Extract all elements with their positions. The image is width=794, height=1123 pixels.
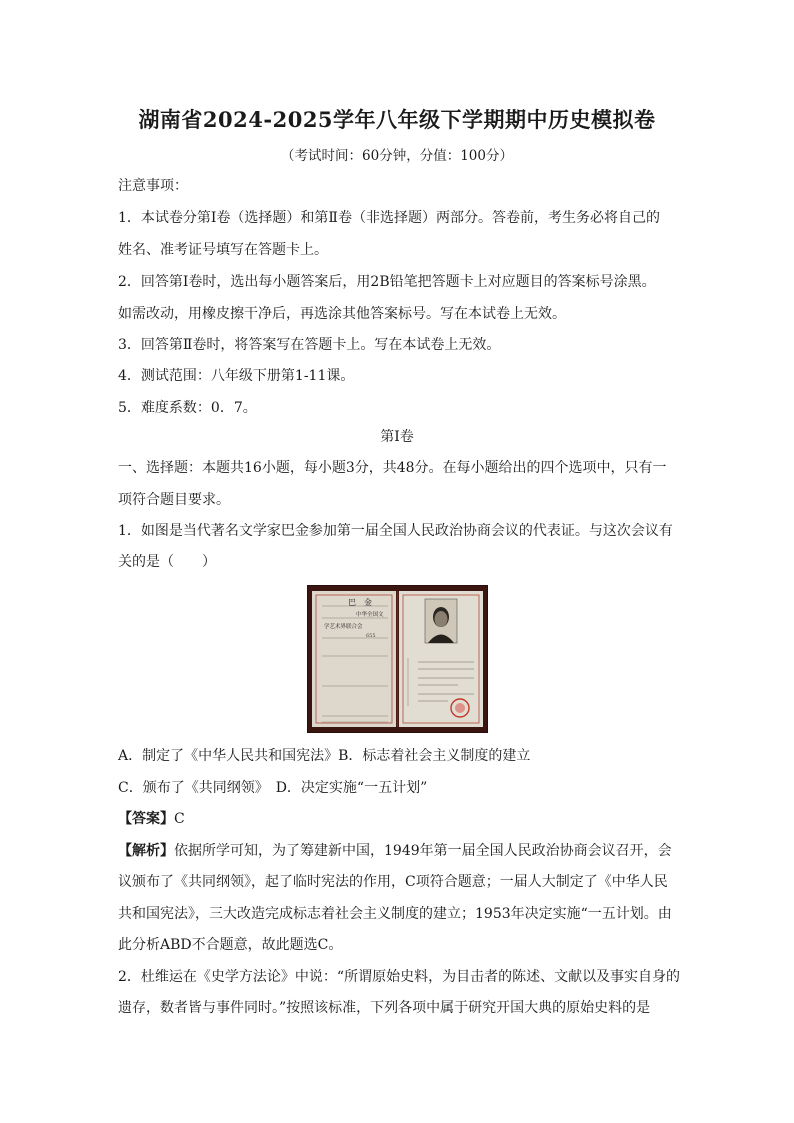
question-1-options: A．制定了《中华人民共和国宪法》B．标志着社会主义制度的建立 [118,748,531,764]
note-line: 2．回答第Ⅰ卷时，选出每小题答案后，用2B铅笔把答题卡上对应题目的答案标号涂黑。 [118,274,656,290]
question-1-stem: 关的是（ ） [118,554,216,570]
answer-value: C [174,811,185,827]
question-1-stem: 1．如图是当代著名文学家巴金参加第一届全国人民政治协商会议的代表证。与这次会议有 [118,523,673,539]
exam-subtitle: （考试时间：60分钟，分值：100分） [281,148,513,164]
note-line: 1．本试卷分第Ⅰ卷（选择题）和第Ⅱ卷（非选择题）两部分。答卷前，考生务必将自己的 [118,210,660,226]
answer-line [118,809,688,829]
note-line: 5．难度系数：0．7。 [118,400,257,416]
notes-heading: 注意事项： [118,178,188,194]
analysis-line [118,841,688,861]
note-line: 姓名、准考证号填写在答题卡上。 [118,242,328,258]
certificate-number: 655 [366,633,376,639]
note-line: 3．回答第Ⅱ卷时，将答案写在答题卡上。写在本试卷上无效。 [118,337,501,353]
note-line: 如需改动，用橡皮擦干净后，再选涂其他答案标号。写在本试卷上无效。 [118,306,566,322]
section-instruction: 一、选择题：本题共16小题，每小题3分，共48分。在每小题给出的四个选项中，只有一 [118,460,667,476]
analysis-text: 依据所学可知，为了筹建新中国，1949年第一届全国人民政治协商会议召开，会 [174,843,672,859]
question-2-stem: 遗存，数者皆与事件同时。”按照该标准，下列各项中属于研究开国大典的原始史料的是 [118,1000,651,1016]
section-instruction: 项符合题目要求。 [118,492,230,508]
analysis-text: 共和国宪法》，三大改造完成标志着社会主义制度的建立；1953年决定实施“一五计划。由 [118,906,672,922]
analysis-text: 议颁布了《共同纲领》，起了临时宪法的作用，C项符合题意；一届人大制定了《中华人民 [118,874,668,890]
note-line: 4．测试范围：八年级下册第1-11课。 [118,368,355,384]
analysis-label: 【解析】 [118,843,174,859]
answer-label: 【答案】 [118,811,174,827]
analysis-text: 此分析ABD不合题意，故此题选C。 [118,937,343,953]
certificate-name: 巴 金 [348,598,372,607]
question-2-stem: 2．杜维运在《史学方法论》中说：“所谓原始史料，为目击者的陈述、文献以及事实自身的 [118,969,681,985]
certificate-unit: 学艺术界联合会 [324,624,363,630]
delegate-certificate-image [307,585,488,733]
question-1-options: C．颁布了《共同纲领》 D．决定实施“一五计划” [118,780,428,796]
exam-title: 湖南省2024-2025学年八年级下学期期中历史模拟卷 [138,107,656,132]
certificate-unit: 中华全国文 [356,612,384,618]
section-title: 第Ⅰ卷 [380,429,414,445]
